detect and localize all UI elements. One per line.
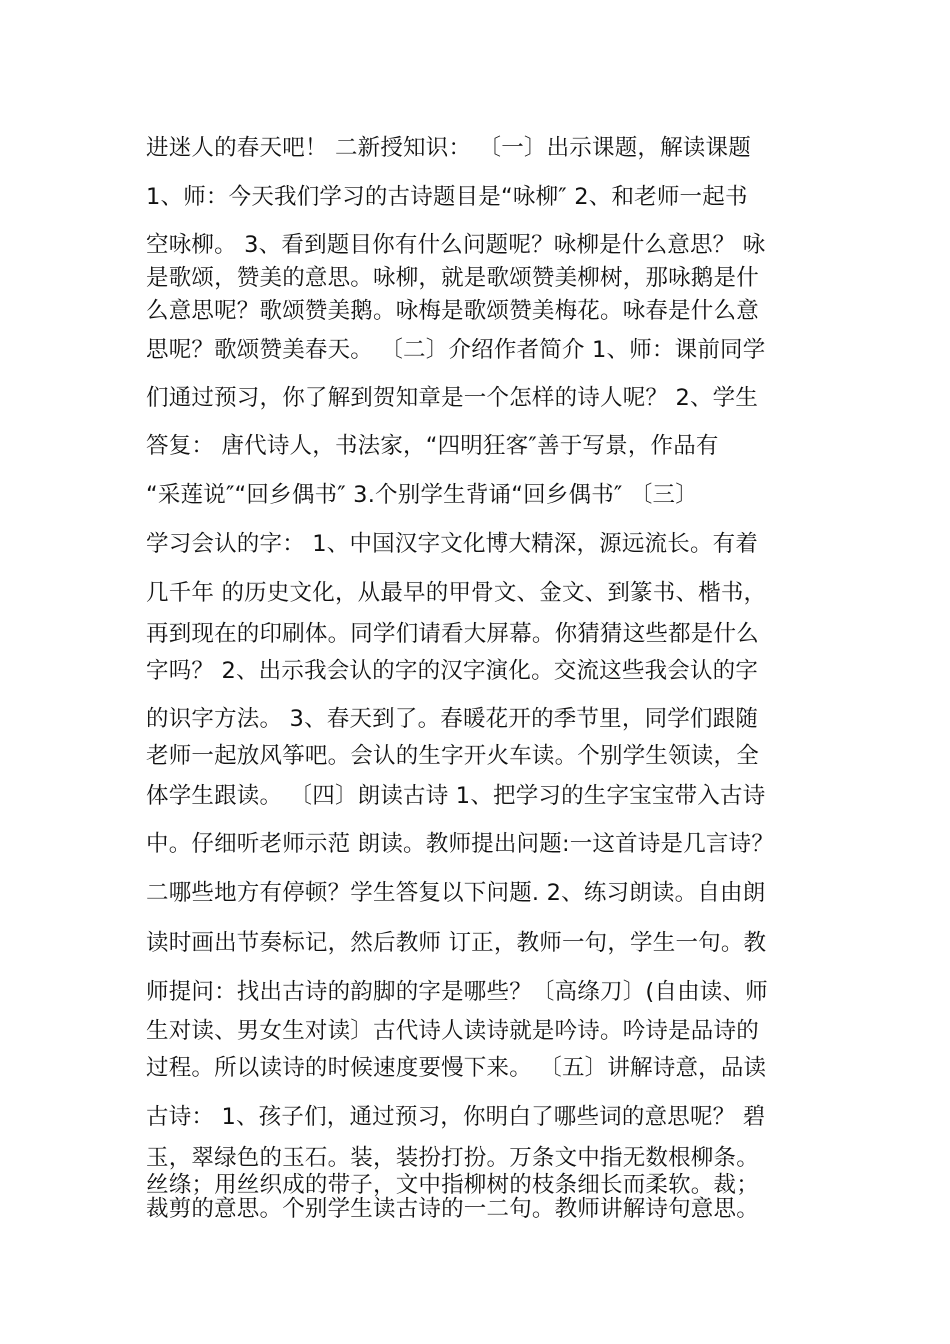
text-line: 师提问：找出古诗的韵脚的字是哪些？〔高绦刀〕(自由读、师 — [146, 979, 768, 1005]
text-line: 几千年 的历史文化，从最早的甲骨文、金文、到篆书、楷书， — [146, 580, 767, 606]
text-line: 答复： 唐代诗人，书法家，“四明狂客″善于写景，作品有 — [146, 433, 719, 459]
text-line: 裁剪的意思。个别学生读古诗的一二句。教师讲解诗句意思。 — [146, 1196, 759, 1222]
text-line: 们通过预习，你了解到贺知章是一个怎样的诗人呢？ 2、学生 — [146, 385, 759, 411]
text-line: 再到现在的印刷体。同学们请看大屏幕。你猜猜这些都是什么 — [146, 621, 759, 647]
text-line: 中。仔细听老师示范 朗读。教师提出问题:一这首诗是几言诗？ — [146, 831, 775, 857]
text-line: “采莲说″“回乡偶书″ 3.个别学生背诵“回乡偶书″ 〔三〕 — [146, 482, 698, 508]
text-line: 体学生跟读。 〔四〕朗读古诗 1、把学习的生字宝宝带入古诗 — [146, 783, 766, 809]
text-line: 学习会认的字： 1、中国汉字文化博大精深，源远流长。有着 — [146, 531, 759, 557]
text-line: 过程。所以读诗的时候速度要慢下来。 〔五〕讲解诗意，品读 — [146, 1055, 767, 1081]
text-line: 丝绦；用丝织成的带子，文中指柳树的枝条细长而柔软。裁； — [146, 1172, 759, 1198]
text-line: 思呢？歌颂赞美春天。 〔二〕介绍作者简介 1、师：课前同学 — [146, 337, 766, 363]
text-line: 读时画出节奏标记，然后教师 订正，教师一句，学生一句。教 — [146, 930, 767, 956]
text-line: 二哪些地方有停顿？学生答复以下问题. 2、练习朗读。自由朗 — [146, 880, 766, 906]
text-line: 1、师：今天我们学习的古诗题目是“咏柳″ 2、和老师一起书 — [146, 184, 748, 210]
text-line: 生对读、男女生对读〕古代诗人读诗就是吟诗。吟诗是品诗的 — [146, 1018, 759, 1044]
text-line: 的识字方法。 3、春天到了。春暖花开的季节里，同学们跟随 — [146, 706, 759, 732]
text-line: 空咏柳。 3、看到题目你有什么问题呢？咏柳是什么意思？ 咏 — [146, 232, 766, 258]
text-line: 玉，翠绿色的玉石。装，装扮打扮。万条文中指无数根柳条。 — [146, 1145, 759, 1171]
text-line: 进迷人的春天吧！ 二新授知识： 〔一〕出示课题，解读课题 — [146, 135, 751, 161]
text-line: 老师一起放风筝吧。会认的生字开火车读。个别学生领读，全 — [146, 743, 759, 769]
text-line: 古诗： 1、孩子们，通过预习，你明白了哪些词的意思呢？ 碧 — [146, 1104, 766, 1130]
text-line: 字吗？ 2、出示我会认的字的汉字演化。交流这些我会认的字 — [146, 658, 759, 684]
text-line: 是歌颂，赞美的意思。咏柳，就是歌颂赞美柳树，那咏鹅是什 — [146, 265, 759, 291]
text-line: 么意思呢？歌颂赞美鹅。咏梅是歌颂赞美梅花。咏春是什么意 — [146, 298, 759, 324]
